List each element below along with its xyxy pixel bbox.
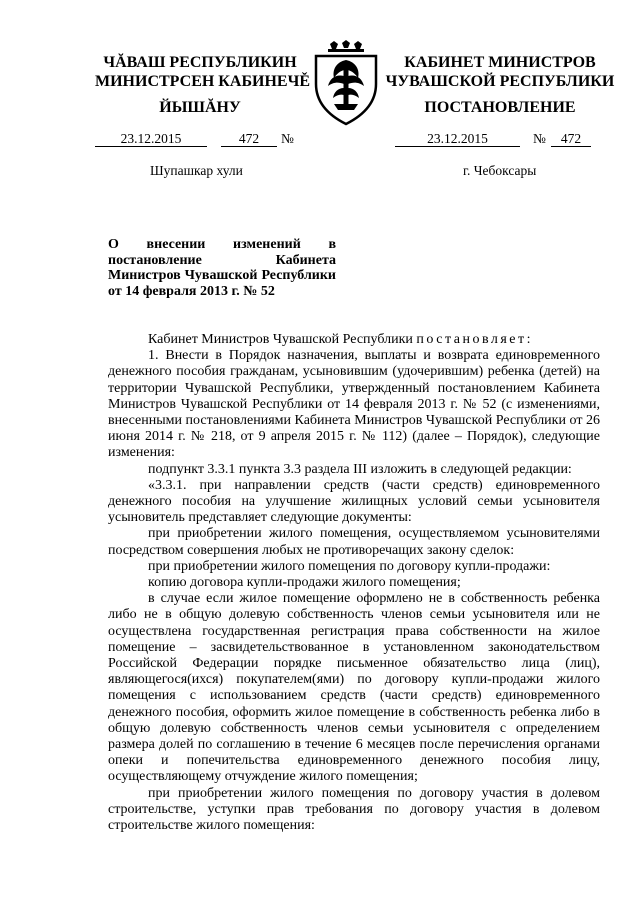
intro-prefix: Кабинет Министров Чувашской Республики xyxy=(148,332,413,347)
intro-paragraph xyxy=(108,332,600,348)
body-paragraph: подпункт 3.3.1 пункта 3.3 раздела III изложить в следующей редакции: xyxy=(148,461,572,477)
header-left-line2: МИНИСТРСЕН КАБИНЕЧĚ xyxy=(95,73,311,90)
right-city: г. Чебоксары xyxy=(463,163,537,178)
body-paragraph: при приобретении жилого помещения, осуществляемом усыновителями посредством совершения любых не противоречащих закону сделок: xyxy=(108,526,600,558)
header-right-doc-type: ПОСТАНОВЛЕНИЕ xyxy=(424,99,576,116)
document-subject: О внесении изменений в постановление Кабинета Министров Чувашской Республики от 14 февраля 2013 г. № 52 xyxy=(108,237,336,300)
right-number-sign: № xyxy=(533,131,546,146)
left-number-sign: № xyxy=(281,131,294,146)
header-left-doc-type: ЙЫШĂНУ xyxy=(159,99,241,116)
body-paragraph: при приобретении жилого помещения по договору купли-продажи: xyxy=(148,558,551,574)
body-paragraph: 1. Внести в Порядок назначения, выплаты и возврата единовременного денежного пособия гражданам, усыновившим (удочерившим) ребенка (детей) на территории Чувашской Республики, утвержденный постановлением Кабинета Министров Чувашской Республики от 14 февраля 2013 г. № 52 (с изменениями, внесенными постановлениями Кабинета Министров Чувашской Республики от 26 июня 2014 г. № 218, от 9 апреля 2015 г. № 112) (далее – Порядок), следующие изменения: xyxy=(108,348,600,461)
left-number: 472 xyxy=(221,132,277,147)
left-date-number-line xyxy=(95,132,305,146)
body-paragraph: при приобретении жилого помещения по договору участия в долевом строительстве, уступки прав требования по договору участия в долевом строительстве жилого помещения: xyxy=(108,785,600,834)
document-body xyxy=(108,332,600,834)
body-paragraph: в случае если жилое помещение оформлено не в собственность ребенка либо не в общую долевую собственность членов семьи усыновителя или не осуществлена государственная регистрация права собственности на жилое помещение – засвидетельствованное в установленном законодательством Российской Федерации порядке письменное обязательство лица (лиц), являющегося(ихся) покупателем(ями) по договору купли-продажи жилого помещения с использованием средств (части средств) единовременного денежного пособия, оформить жилое помещение в собственность ребенка либо в общую долевую собственность членов семьи усыновителя с определением размера долей по соглашению в течение 6 месяцев после перечисления органами опеки и попечительства единовременного денежного пособия лицу, осуществляющему отчуждение жилого помещения; xyxy=(108,591,600,785)
left-city: Шупашкар хули xyxy=(150,163,243,178)
body-paragraph: «3.3.1. при направлении средств (части средств) единовременного денежного пособия на улучшение жилищных условий семьи усыновителя усыновитель представляет следующие документы: xyxy=(108,477,600,526)
right-date: 23.12.2015 xyxy=(395,132,520,147)
chuvash-coat-of-arms-icon xyxy=(308,40,384,126)
body-paragraph: копию договора купли-продажи жилого помещения; xyxy=(148,575,461,591)
left-date: 23.12.2015 xyxy=(95,132,207,147)
intro-verb: постановляет: xyxy=(416,332,534,347)
right-number: 472 xyxy=(551,132,591,147)
right-date-number-line xyxy=(395,132,610,146)
header-right-line2: ЧУВАШСКОЙ РЕСПУБЛИКИ xyxy=(385,73,615,90)
header-left-line1: ЧĂВАШ РЕСПУБЛИКИН xyxy=(103,54,297,71)
header-right-line1: КАБИНЕТ МИНИСТРОВ xyxy=(404,54,596,71)
